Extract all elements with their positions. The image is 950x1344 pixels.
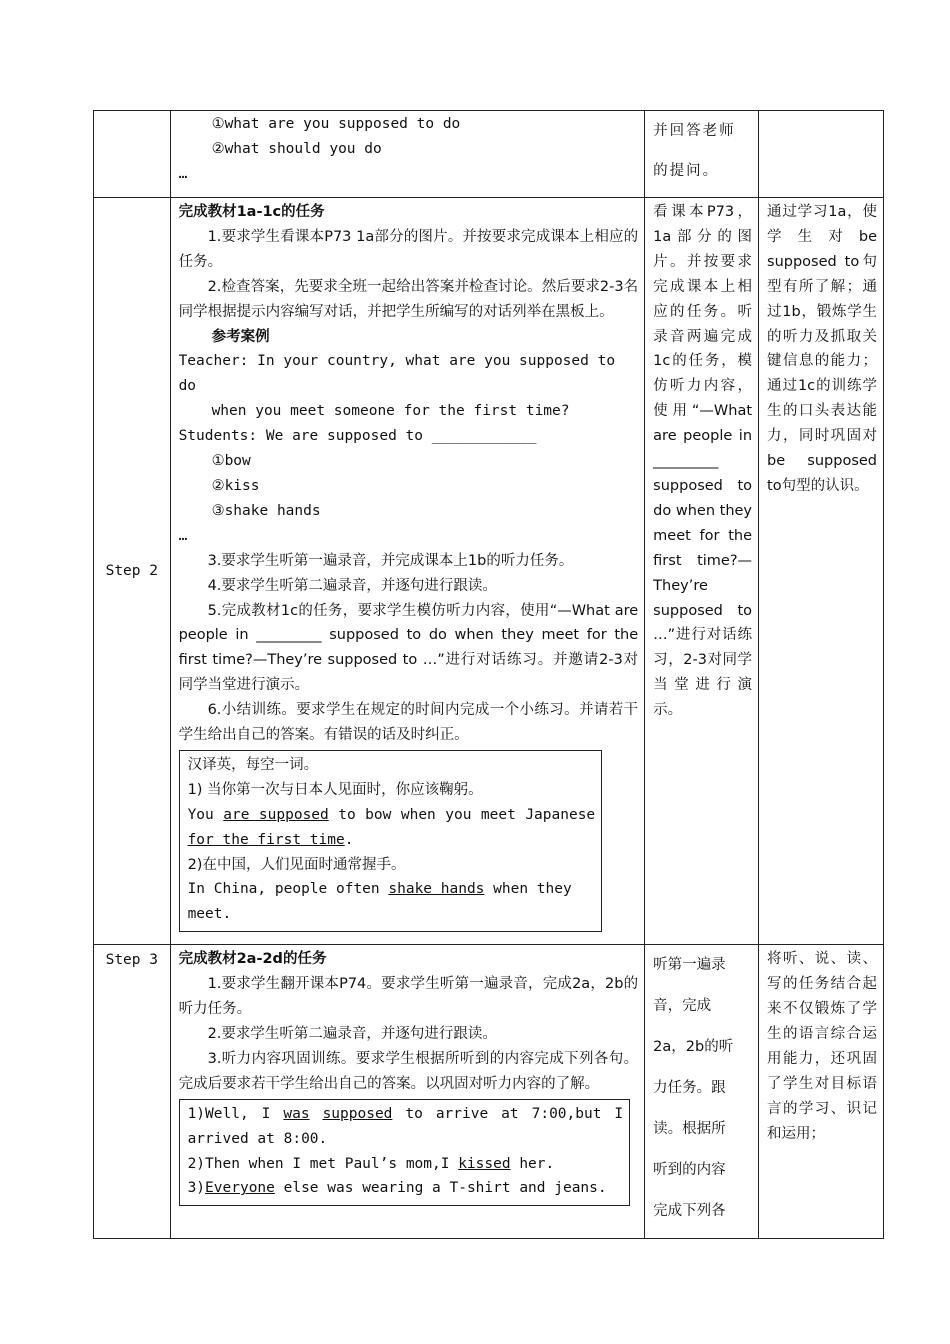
table-row <box>94 945 884 1239</box>
instruction-paragraph: 4.要求学生听第二遍录音，并逐句进行跟读。 <box>207 577 497 594</box>
answer-blank: kissed <box>458 1155 511 1172</box>
instruction-paragraph: 2.检查答案，先要求全班一起给出答案并检查讨论。然后要求2-3名同学根据提示内容编写对话，并把学生所编写的对话列举在黑板上。 <box>178 278 639 320</box>
lesson-plan-table <box>93 110 884 1239</box>
question-line: ①what are you supposed to do <box>211 116 461 132</box>
answer-blank: was <box>283 1105 310 1122</box>
purpose-text: 将听、说、读、写的任务结合起来不仅锻炼了学生的语言综合运用能力，还巩固了学生对目标语言的学习、识记和运用； <box>767 951 877 1142</box>
activity-line: 力任务。跟 <box>653 1080 726 1097</box>
activity-line: 听第一遍录 <box>653 957 726 974</box>
option-item: ②kiss <box>211 477 260 494</box>
activity-line: 音，完成 <box>653 998 712 1015</box>
exercise-title: 汉译英，每空一词。 <box>187 756 319 773</box>
exercise-answer <box>188 1102 624 1152</box>
dialogue-line: Teacher: In your country, what are you supposed to do <box>178 353 616 395</box>
answer-text: her. <box>510 1155 555 1172</box>
answer-text <box>310 1106 323 1122</box>
answer-text: 2)Then when I met Paul’s mom,I <box>187 1155 459 1172</box>
answer-text: In China, people often <box>187 881 389 898</box>
activity-line: 并回答老师 <box>653 123 736 139</box>
instruction-paragraph: 6.小结训练。要求学生在规定的时间内完成一个小练习。并请若干学生给出自己的答案。有错误的话及时纠正。 <box>178 702 639 744</box>
instruction-paragraph: 1.要求学生翻开课本P74。要求学生听第一遍录音，完成2a，2b的听力任务。 <box>178 976 639 1018</box>
content-cell <box>170 198 645 945</box>
activity-line: 读。根据所 <box>653 1121 726 1138</box>
example-title: 参考案例 <box>211 328 270 345</box>
student-activity-cell <box>645 198 759 945</box>
exercise-answer <box>188 1176 624 1201</box>
content-cell <box>170 945 645 1239</box>
section-heading: 完成教材1a-1c的任务 <box>178 204 325 220</box>
exercise-box <box>179 750 603 932</box>
section-heading: 完成教材2a-2d的任务 <box>178 951 327 968</box>
exercise-answer <box>188 803 596 853</box>
activity-line: 完成下列各 <box>653 1203 726 1220</box>
purpose-cell <box>759 111 884 198</box>
answer-blank: Everyone <box>205 1180 275 1197</box>
answer-blank: for the first time <box>187 831 345 848</box>
dialogue-line: when you meet someone for the first time? <box>211 403 570 420</box>
ellipsis: … <box>178 165 188 182</box>
step-cell <box>94 111 171 198</box>
answer-blank: shake hands <box>388 881 485 898</box>
answer-text: 1)Well, I <box>187 1105 284 1122</box>
answer-text: 3) <box>187 1180 206 1197</box>
activity-line: 的提问。 <box>653 163 720 179</box>
student-activity-cell <box>645 945 759 1239</box>
table-row <box>94 111 884 198</box>
answer-text: when they meet. <box>187 881 572 923</box>
answer-text: to bow when you meet Japanese <box>328 806 596 823</box>
student-activity-text: 看课本P73，1a部分的图片。并按要求完成课本上相应的任务。听录音两遍完成1c的任务，模仿听力内容，使用“—What are people in _________ supposed to do when they meet for the first time?—They’re supposed to …”进行对话练习，2-3对同学当堂进行演示。 <box>653 204 753 719</box>
dialogue-line: Students: We are supposed to ____________ <box>178 428 537 445</box>
answer-text: You <box>187 806 224 823</box>
answer-text: to arrive at 7:00,but I arrived at 8:00. <box>187 1105 624 1147</box>
exercise-question: 1) 当你第一次与日本人见面时，你应该鞠躬。 <box>187 781 483 798</box>
question-line: ②what should you do <box>211 140 382 157</box>
purpose-cell <box>759 945 884 1239</box>
ellipsis: … <box>178 527 188 544</box>
instruction-paragraph: 2.要求学生听第二遍录音，并逐句进行跟读。 <box>207 1026 497 1042</box>
purpose-cell <box>759 198 884 945</box>
activity-line: 2a，2b的听 <box>653 1039 734 1056</box>
exercise-answer <box>188 877 596 927</box>
student-activity-cell <box>645 111 759 198</box>
answer-blank: supposed <box>322 1105 393 1122</box>
step-label: Step 2 <box>94 198 171 945</box>
option-item: ③shake hands <box>211 502 321 519</box>
step-label: Step 3 <box>94 945 171 1239</box>
purpose-text: 通过学习1a，使学生对be supposed to句型有所了解；通过1b，锻炼学生的听力及抓取关键信息的能力；通过1c的训练学生的口头表达能力，同时巩固对be supposed to句型的认识。 <box>767 204 877 494</box>
answer-text: . <box>344 831 354 848</box>
instruction-paragraph: 1.要求学生看课本P73 1a部分的图片。并按要求完成课本上相应的任务。 <box>178 228 639 270</box>
instruction-paragraph: 5.完成教材1c的任务，要求学生模仿听力内容，使用“—What are people in _________ supposed to do when they meet for the first time?—They’re supposed to …”进行对话练习。并邀请2-3对同学当堂进行演示。 <box>178 602 639 694</box>
exercise-answer <box>188 1152 624 1177</box>
answer-blank: are supposed <box>223 806 329 823</box>
exercise-question: 2)在中国，人们见面时通常握手。 <box>187 856 406 873</box>
instruction-paragraph: 3.听力内容巩固训练。要求学生根据所听到的内容完成下列各句。完成后要求若干学生给出自己的答案。以巩固对听力内容的了解。 <box>178 1050 639 1092</box>
activity-line: 听到的内容 <box>653 1162 726 1179</box>
content-cell <box>170 111 645 198</box>
table-row <box>94 198 884 945</box>
exercise-box <box>179 1099 631 1207</box>
answer-text: else was wearing a T-shirt and jeans. <box>274 1180 607 1197</box>
option-item: ①bow <box>211 453 251 470</box>
instruction-paragraph: 3.要求学生听第一遍录音，并完成课本上1b的听力任务。 <box>207 552 574 569</box>
